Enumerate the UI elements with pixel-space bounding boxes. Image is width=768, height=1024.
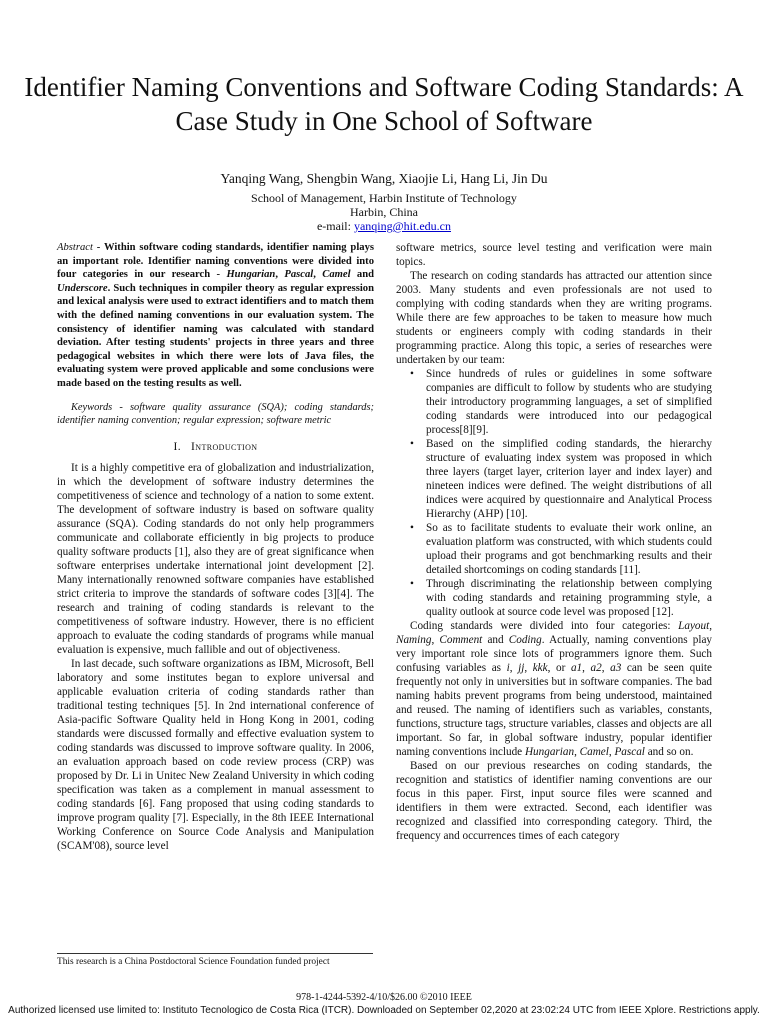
right-column bbox=[396, 241, 712, 843]
keywords: Keywords - software quality assurance (SQA); coding standards; identifier naming convention; regular expression; software metric bbox=[57, 401, 374, 427]
intro-paragraph-2: In last decade, such software organizations as IBM, Microsoft, Bell laboratory and some institutes began to explore universal and applicable evaluation criteria of coding standards rather than traditional testing techniques [5]. In 2nd international conference of Asia-pacific Software Quality held in Hong Kong in 2001, coding standards were discussed formally and effective evaluation system to coding standards was discussed to improve software quality. In 2006, an evaluation approach based on code review process (CRP) was proposed by Dr. Li in Unitec New Zealand University in which coding specification was taken as a complement in manual assessment to coding standards [6]. Fang proposed that using coding standards to improve program quality [7]. Especially, in the 8th IEEE International Working Conference on Source Code Analysis and Manipulation (SCAM'08), source level bbox=[57, 657, 374, 852]
isbn-copyright: 978-1-4244-5392-4/10/$26.00 ©2010 IEEE bbox=[296, 992, 472, 1003]
email-link[interactable]: yanqing@hit.edu.cn bbox=[353, 219, 451, 233]
body-paragraph-0: software metrics, source level testing and verification were main topics. bbox=[396, 242, 712, 268]
section-heading-introduction: I. Introduction bbox=[173, 439, 258, 453]
affiliation-email bbox=[0, 219, 768, 233]
abstract: Abstract - Within software coding standards, identifier naming plays an important role. Identifier naming conventions were divided into four categories in our research - Hungarian, Pascal, Camel and Underscore. Such techniques in compiler theory as regular expression and lexical analysis were used to extract identifiers and to match them with the defined naming conventions in our evaluation system. The consistency of identifier naming was calculated with standard deviation. After testing students' projects in three years and three pedagogical websites in which there were lots of Java files, the evaluating system were proved applicable and some conclusions were made based on the testing results as well. bbox=[57, 242, 375, 389]
license-notice: Authorized licensed use limited to: Instituto Tecnologico de Costa Rica (ITCR). Downloaded on September 02,2020 at 23:02:24 UTC from IEEE Xplore. Restrictions apply. bbox=[8, 1005, 760, 1016]
research-list bbox=[396, 367, 712, 619]
intro-paragraph-1: It is a highly competitive era of globalization and industrialization, in which the development of software industry determines the competitiveness of science and technology of a nation to some extent. The development of software industry is based on software quality assurance (SQA). Coding standards do not only help programmers communicate and collaborate efficiently in big projects to produce quality software products [1], also they are of great significance when software enterprises undertake international joint development [2]. Many internationally renowned software companies have established strict criteria to improve the standards of software codes [3][4]. The research and training of coding standards is relevant to the competitiveness of software industry. However, there is no efficient approach to evaluate the coding standards of programs while manual evaluation is expensive, much fallible and out of objectiveness. bbox=[57, 461, 374, 656]
list-item: • Through discriminating the relationship between complying with coding standards and retaining programming style, a quality outlook at source code level was proposed [12]. bbox=[426, 577, 712, 619]
body-paragraph-3: Based on our previous researches on coding standards, the recognition and statistics of identifier naming conventions are our focus in this paper. First, input source files were scanned and identifiers in them were extracted. Second, each identifier was recognized and classified into corresponding category. Third, the frequency and occurrences times of each category bbox=[396, 760, 712, 842]
footnote-divider bbox=[57, 953, 373, 954]
paper-title: Identifier Naming Conventions and Software Coding Standards: A Case Study in One School of Software bbox=[24, 72, 744, 136]
author-list: Yanqing Wang, Shengbin Wang, Xiaojie Li, Hang Li, Jin Du bbox=[220, 171, 548, 186]
affiliation-city: Harbin, China bbox=[350, 205, 418, 219]
email-label: e-mail: bbox=[316, 219, 354, 233]
body-paragraph-2: Coding standards were divided into four categories: Layout, Naming, Comment and Coding. Actually, naming conventions play very important role since lots of programmers ignore them. Such confusing variables as i, jj, kkk, or a1, a2, a3 can be seen quite frequently not only in universities but in software companies. The bad naming habits prevent programs from being understood, maintained and reused. The naming of identifiers such as variables, constants, functions, structure tags, structure variables, classes and objects are all important. So far, in global software industry, popular identifier naming conventions include Hungarian, Camel, Pascal and so on. bbox=[396, 620, 713, 758]
body-paragraph-1: The research on coding standards has attracted our attention since 2003. Many students and even professionals are not used to complying with coding standards when they are writing programs. While there are few approaches to be taken to measure how much students or engineers comply with coding standards in their programming practice. Along this topic, a series of researches were undertaken by our team: bbox=[396, 270, 712, 366]
left-column bbox=[57, 241, 374, 853]
list-item: • Based on the simplified coding standards, the hierarchy structure of evaluating index system was proposed in which three layers (target layer, criterion layer and index layer) and nineteen indices were defined. The weight distributions of all indices were acquired by questionnaire and Analytical Process Hierarchy (AHP) [10]. bbox=[426, 437, 712, 521]
abstract-label: Abstract bbox=[57, 242, 93, 253]
footnote: This research is a China Postdoctoral Science Foundation funded project bbox=[57, 957, 330, 967]
list-item: • So as to facilitate students to evaluate their work online, an evaluation platform was constructed, with which students could upload their programs and got benchmarking results and their detailed shortcomings on coding standards [11]. bbox=[426, 521, 712, 577]
list-item: • Since hundreds of rules or guidelines in some software companies are difficult to follow by students who are studying their introductory programming languages, a set of simplified coding standards were introduced into our pedagogical process[8][9]. bbox=[426, 367, 712, 437]
affiliation-school: School of Management, Harbin Institute of Technology bbox=[251, 191, 517, 205]
